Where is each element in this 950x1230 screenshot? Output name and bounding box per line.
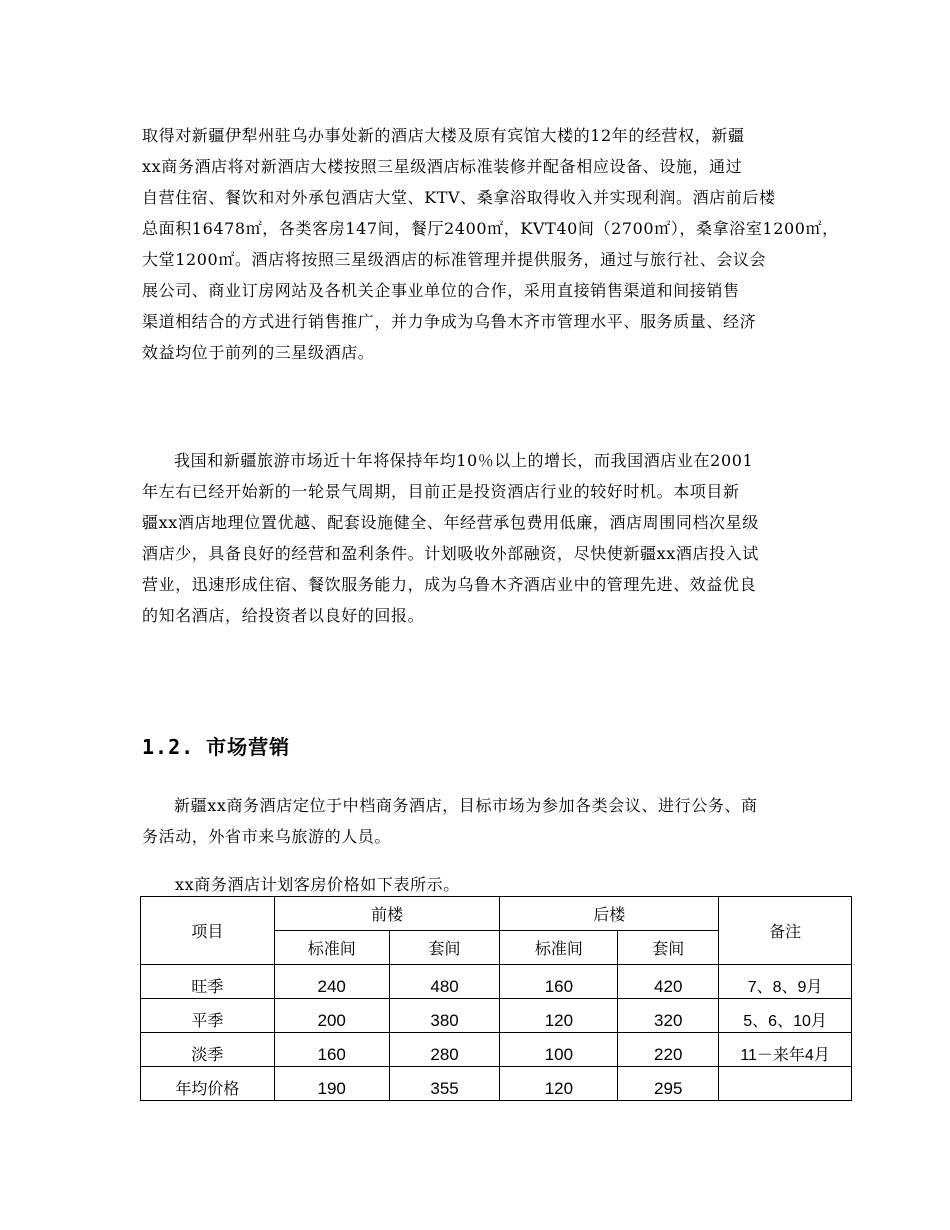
section-title: 市场营销 xyxy=(206,735,291,759)
text-line: 总面积16478㎡，各类客房147间，餐厅2400㎡，KVT40间（2700㎡），桑拿浴室1200㎡， xyxy=(142,219,839,238)
cell-back-suite: 295 xyxy=(618,1067,719,1101)
cell-note: 5、6、10月 xyxy=(719,999,852,1033)
header-item: 项目 xyxy=(141,897,275,965)
cell-note: 11－来年4月 xyxy=(719,1033,852,1067)
text-line: 效益均位于前列的三星级酒店。 xyxy=(142,343,375,362)
row-label: 淡季 xyxy=(141,1033,275,1067)
text-line: 的知名酒店，给投资者以良好的回报。 xyxy=(142,606,425,625)
header-back-suite: 套间 xyxy=(618,931,719,965)
header-back-standard: 标准间 xyxy=(500,931,618,965)
cell-back-standard: 100 xyxy=(500,1033,618,1067)
cell-note: 7、8、9月 xyxy=(719,965,852,999)
header-back-building: 后楼 xyxy=(500,897,719,931)
text-line: 大堂1200㎡。酒店将按照三星级酒店的标准管理并提供服务，通过与旅行社、会议会 xyxy=(142,250,767,269)
text-line: 酒店少，具备良好的经营和盈利条件。计划吸收外部融资，尽快使新疆xx酒店投入试 xyxy=(142,544,759,563)
cell-front-suite: 280 xyxy=(389,1033,500,1067)
text-line: 展公司、商业订房网站及各机关企事业单位的合作，采用直接销售渠道和间接销售 xyxy=(142,281,740,300)
cell-front-standard: 240 xyxy=(274,965,389,999)
cell-front-standard: 200 xyxy=(274,999,389,1033)
header-front-building: 前楼 xyxy=(274,897,500,931)
row-label: 旺季 xyxy=(141,965,275,999)
cell-back-suite: 220 xyxy=(618,1033,719,1067)
room-price-table xyxy=(140,896,852,1101)
text-line: 务活动，外省市来乌旅游的人员。 xyxy=(142,827,392,846)
cell-back-standard: 120 xyxy=(500,999,618,1033)
cell-back-standard: 160 xyxy=(500,965,618,999)
text-line: 营业，迅速形成住宿、餐饮服务能力，成为乌鲁木齐酒店业中的管理先进、效益优良 xyxy=(142,575,757,594)
table-caption: xx商务酒店计划客房价格如下表所示。 xyxy=(175,875,460,894)
cell-front-suite: 355 xyxy=(389,1067,500,1101)
paragraph-market-outlook xyxy=(142,445,810,631)
cell-front-standard: 190 xyxy=(274,1067,389,1101)
paragraph-positioning xyxy=(142,790,810,852)
cell-back-standard: 120 xyxy=(500,1067,618,1101)
cell-note xyxy=(719,1067,852,1101)
cell-front-suite: 480 xyxy=(389,965,500,999)
text-line: 渠道相结合的方式进行销售推广，并力争成为乌鲁木齐市管理水平、服务质量、经济 xyxy=(142,312,757,331)
table-row xyxy=(141,999,852,1033)
table-row xyxy=(141,1033,852,1067)
cell-front-standard: 160 xyxy=(274,1033,389,1067)
cell-back-suite: 420 xyxy=(618,965,719,999)
table-row xyxy=(141,965,852,999)
row-label: 平季 xyxy=(141,999,275,1033)
header-note: 备注 xyxy=(719,897,852,965)
section-heading xyxy=(142,731,290,760)
table-row xyxy=(141,1067,852,1101)
header-front-suite: 套间 xyxy=(389,931,500,965)
paragraph-operations xyxy=(142,120,839,368)
row-label: 年均价格 xyxy=(141,1067,275,1101)
text-line: 疆xx酒店地理位置优越、配套设施健全、年经营承包费用低廉，酒店周围同档次星级 xyxy=(142,513,759,532)
section-number: 1.2. xyxy=(142,735,195,759)
text-line: 年左右已经开始新的一轮景气周期，目前正是投资酒店行业的较好时机。本项目新 xyxy=(142,482,740,501)
cell-front-suite: 380 xyxy=(389,999,500,1033)
text-line: 我国和新疆旅游市场近十年将保持年均10％以上的增长，而我国酒店业在2001 xyxy=(174,451,754,470)
text-line: 取得对新疆伊犁州驻乌办事处新的酒店大楼及原有宾馆大楼的12年的经营权，新疆 xyxy=(142,126,745,145)
text-line: 新疆xx商务酒店定位于中档商务酒店，目标市场为参加各类会议、进行公务、商 xyxy=(174,796,758,815)
cell-back-suite: 320 xyxy=(618,999,719,1033)
header-front-standard: 标准间 xyxy=(274,931,389,965)
text-line: 自营住宿、餐饮和对外承包酒店大堂、KTV、桑拿浴取得收入并实现利润。酒店前后楼 xyxy=(142,188,776,207)
text-line: xx商务酒店将对新酒店大楼按照三星级酒店标准装修并配备相应设备、设施，通过 xyxy=(142,157,743,176)
